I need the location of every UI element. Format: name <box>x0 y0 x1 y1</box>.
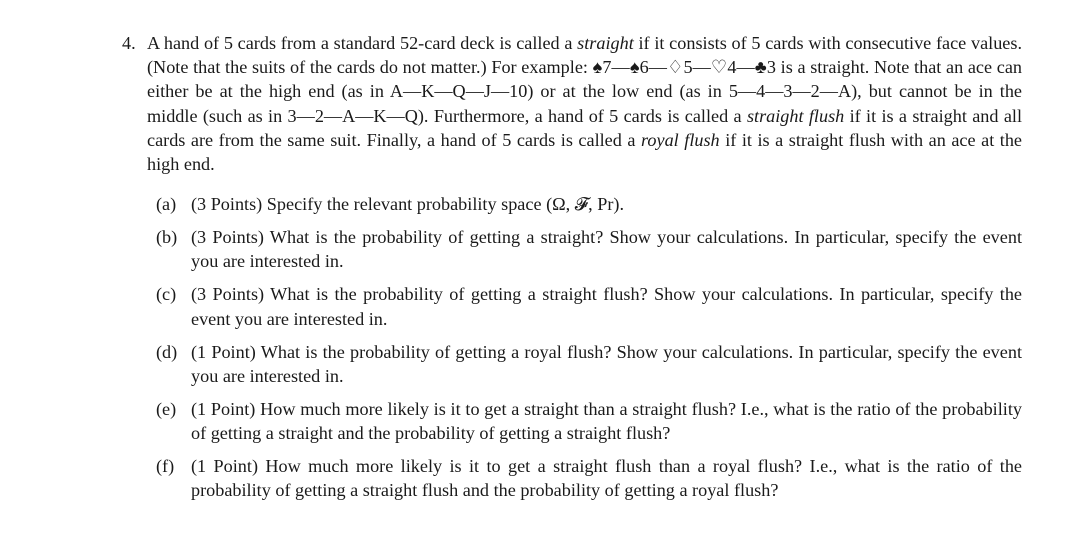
subquestion-label: (a) <box>156 194 177 215</box>
subquestion-text: (3 Points) What is the probability of getting a straight flush? Show your calculations. In particular, specify the event you are interested in. <box>191 284 1022 329</box>
subquestion-c <box>122 282 1022 330</box>
subquestion-text: (1 Point) How much more likely is it to get a straight than a straight flush? I.e., what is the ratio of the probability of getting a straight and the probability of getting a straight flush? <box>191 398 1022 444</box>
subquestion-label: (b) <box>156 227 178 248</box>
subquestion-a <box>122 192 1022 216</box>
paragraph-segment: if it consists of 5 cards with consecutive face values. (Note that the suits of the cards do not matter.) For example: ♠7—♠6—♢5—♡4—♣3 is a straight. Note that an ace can either be at the high end (as in A—K—Q—J—10) or at the low end (as in 5—4—3—2—A), but cannot be in the middle (such as in 3—2—A—K—Q). Furthermore, a hand of 5 cards is called a <box>147 33 1022 126</box>
subquestion-label: (d) <box>156 341 178 362</box>
subquestion-text: (1 Point) What is the probability of getting a royal flush? Show your calculations. In particular, specify the event you are interested in. <box>191 341 1022 386</box>
term-royal-flush: royal flush <box>641 129 720 150</box>
problem-statement <box>147 31 1022 176</box>
subquestion-label: (f) <box>156 456 175 477</box>
term-straight-flush: straight flush <box>746 105 845 126</box>
subquestion-text: (3 Points) What is the probability of getting a straight? Show your calculations. In particular, specify the event you are interested in. <box>191 227 1022 272</box>
subquestion-text: (1 Point) How much more likely is it to get a straight flush than a royal flush? I.e., what is the ratio of the probability of getting a straight flush and the probability of getting a royal flush? <box>191 456 1022 501</box>
problem-4 <box>122 31 1022 511</box>
problem-number: 4. <box>122 33 136 53</box>
subquestion-text: (3 Points) Specify the relevant probability space (Ω, 𝓕, Pr). <box>191 194 625 215</box>
paragraph-segment: if it is a straight and all cards are from the same suit. Finally, a hand of 5 cards is called a <box>147 105 1022 150</box>
term-straight: straight <box>577 33 634 53</box>
subquestion-label: (e) <box>156 398 177 419</box>
paragraph-segment: A hand of 5 cards from a standard 52-card deck is called a <box>147 33 578 53</box>
subquestion-b <box>122 225 1022 273</box>
paragraph-segment: if it is a straight flush with an ace at the high end. <box>147 129 1023 175</box>
problem-paragraph <box>147 31 1022 176</box>
subquestion-f <box>122 454 1022 502</box>
subquestion-d <box>122 340 1022 388</box>
subquestion-e <box>122 397 1022 445</box>
subquestion-label: (c) <box>156 284 177 305</box>
subquestion-list <box>122 192 1022 502</box>
